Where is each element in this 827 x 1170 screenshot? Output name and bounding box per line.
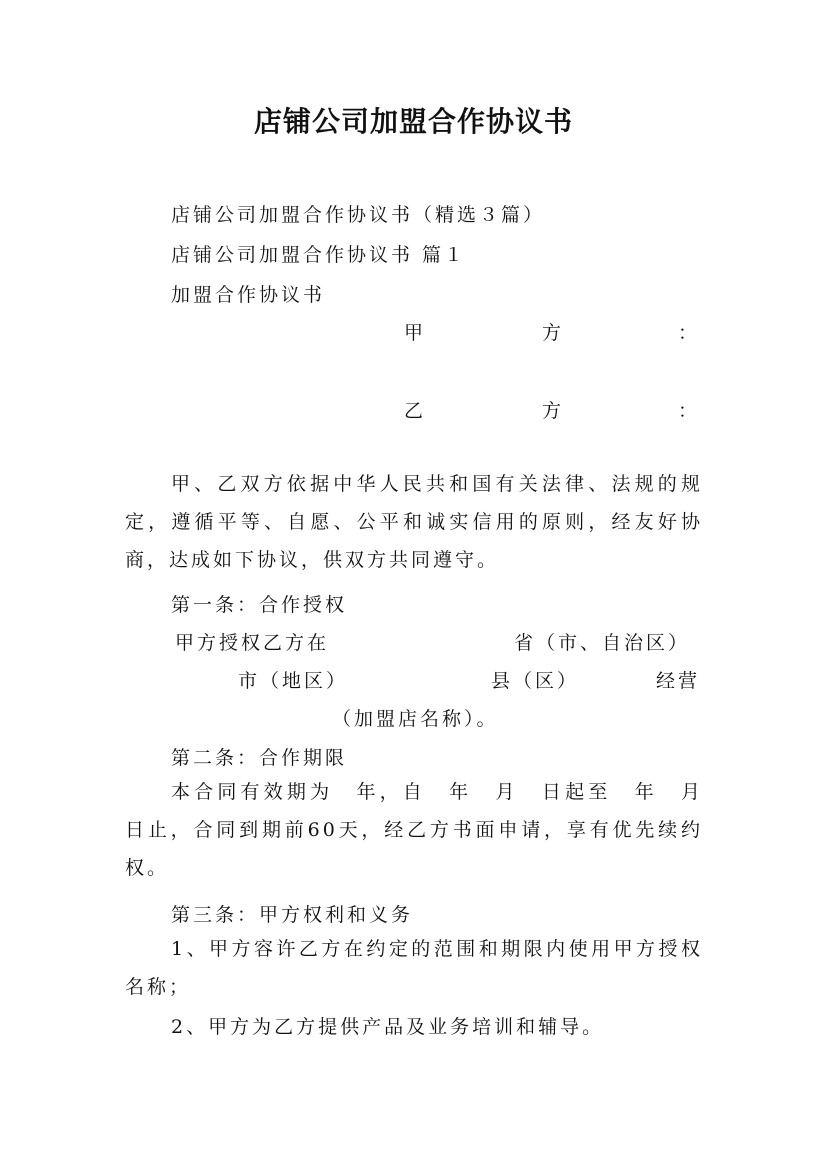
clause1-heading: 第一条：合作授权	[171, 594, 348, 616]
party-b-colon: ：	[678, 400, 701, 422]
clause2-heading: 第二条：合作期限	[171, 747, 348, 769]
document-title: 店铺公司加盟合作协议书	[253, 105, 573, 138]
article-heading: 店铺公司加盟合作协议书 篇１	[171, 244, 467, 266]
clause1-line3: （加盟店名称）。	[332, 708, 499, 730]
clause1-line2-city: 市（地区）	[238, 670, 349, 692]
clause1-line2-county: 县（区）	[491, 670, 580, 692]
clause3-item2: 2、甲方为乙方提供产品及业务培训和辅导。	[171, 1016, 605, 1038]
party-b-char2: 方	[542, 400, 565, 422]
agreement-name: 加盟合作协议书	[171, 284, 326, 306]
party-a-char1: 甲	[404, 322, 427, 344]
clause3-item1: 1、甲方容许乙方在约定的范围和期限内使用甲方授权名称；	[125, 938, 703, 998]
clause3-heading: 第三条：甲方权利和义务	[171, 904, 414, 926]
party-a-colon: ：	[678, 322, 701, 344]
clause1-line1-end: 省（市、自治区）	[514, 632, 691, 654]
preamble-paragraph: 甲、乙双方依据中华人民共和国有关法律、法规的规定，遵循平等、自愿、公平和诚实信用的原则，经友好协商，达成如下协议，供双方共同遵守。	[125, 473, 703, 571]
party-b-char1: 乙	[404, 400, 427, 422]
party-a-char2: 方	[542, 322, 565, 344]
intro-line: 店铺公司加盟合作协议书（精选３篇）	[171, 204, 546, 226]
clause1-line2-operate: 经营	[656, 670, 701, 692]
clause1-line1-start: 甲方授权乙方在	[175, 632, 330, 654]
clause2-paragraph: 本合同有效期为 年，自 年 月 日起至 年 月 日止，合同到期前60天，经乙方书面申请，享有优先续约权。	[125, 781, 726, 879]
